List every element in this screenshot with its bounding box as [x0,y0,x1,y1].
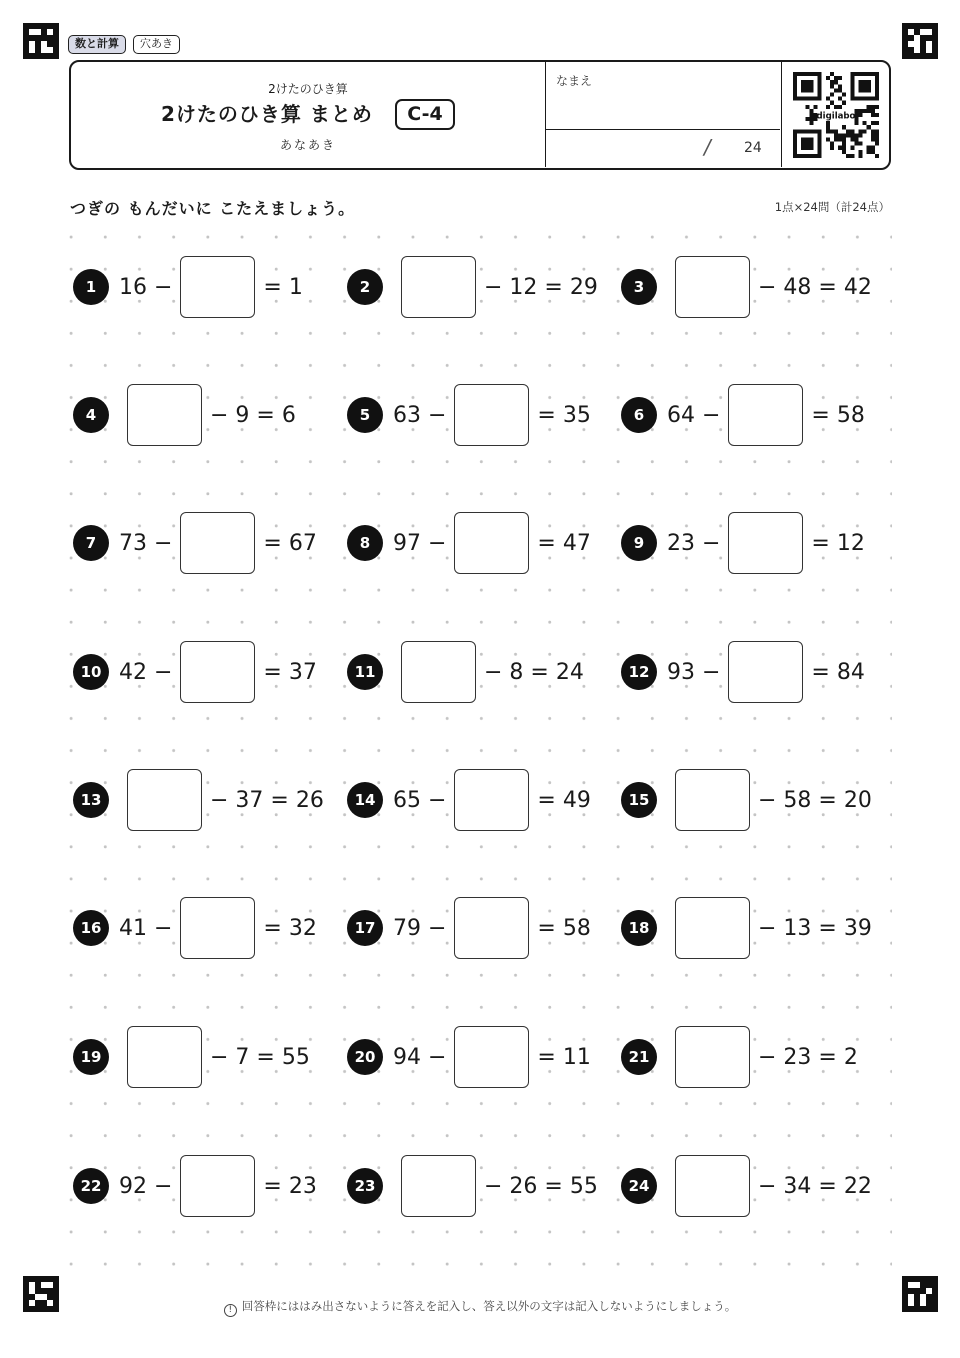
answer-box[interactable] [675,769,750,831]
problem-after-text: − 13 = 39 [758,915,872,941]
score-total: 24 [744,140,762,156]
answer-box[interactable] [127,769,202,831]
problem-item [621,640,865,704]
problem-item [73,1154,317,1218]
score-row [546,129,780,167]
problem-after-text: − 9 = 6 [210,402,296,428]
corner-marker-top-right [902,23,938,59]
problem-before-text: 41 − [119,915,173,941]
problem-item [621,768,872,832]
answer-box[interactable] [454,384,529,446]
problem-after-text: = 58 [537,915,591,941]
problem-after-text: − 12 = 29 [484,274,598,300]
problem-before-text: 93 − [667,659,721,685]
problem-item [73,768,324,832]
problem-before-text: 94 − [393,1044,447,1070]
answer-box[interactable] [180,641,255,703]
problem-after-text: − 7 = 55 [210,1044,310,1070]
answer-box[interactable] [401,1155,476,1217]
problem-item [621,896,872,960]
problem-item [347,383,591,447]
problem-number-badge: 2 [347,269,383,305]
problem-number-badge: 6 [621,397,657,433]
problem-after-text: = 23 [263,1173,317,1199]
answer-box[interactable] [728,512,803,574]
problem-after-text: = 47 [537,530,591,556]
footer-note [0,1298,960,1317]
problem-item [347,1154,598,1218]
answer-box[interactable] [127,1026,202,1088]
answer-box[interactable] [728,384,803,446]
problem-item [73,1025,310,1089]
problem-after-text: − 34 = 22 [758,1173,872,1199]
problem-after-text: = 58 [811,402,865,428]
answer-box[interactable] [180,1155,255,1217]
qr-code-icon [793,72,879,158]
problem-number-badge: 11 [347,654,383,690]
problem-item [73,640,317,704]
problem-after-text: = 32 [263,915,317,941]
problem-after-text: = 84 [811,659,865,685]
problem-item [347,896,591,960]
problem-number-badge: 10 [73,654,109,690]
answer-box[interactable] [675,1026,750,1088]
problem-number-badge: 5 [347,397,383,433]
problem-item [621,1025,858,1089]
problem-after-text: − 23 = 2 [758,1044,858,1070]
problem-number-badge: 24 [621,1168,657,1204]
info-icon: ! [224,1304,237,1317]
problem-item [347,768,591,832]
problem-item [73,511,317,575]
problem-before-text: 63 − [393,402,447,428]
problem-after-text: = 1 [263,274,303,300]
problem-number-badge: 13 [73,782,109,818]
problem-after-text: − 48 = 42 [758,274,872,300]
problem-after-text: = 37 [263,659,317,685]
name-score-area [545,62,782,167]
problem-before-text: 79 − [393,915,447,941]
instruction-text: つぎの もんだいに こたえましょう。 [70,199,356,218]
problem-before-text: 92 − [119,1173,173,1199]
problem-after-text: = 67 [263,530,317,556]
answer-box[interactable] [401,256,476,318]
problem-before-text: 73 − [119,530,173,556]
answer-box[interactable] [401,641,476,703]
problem-number-badge: 14 [347,782,383,818]
answer-box[interactable] [180,897,255,959]
problem-number-badge: 17 [347,910,383,946]
worksheet-subtitle: 2けたのひき算 [268,82,348,96]
name-label: なまえ [556,74,593,88]
answer-box[interactable] [454,897,529,959]
score-slash: / [704,135,711,159]
answer-box[interactable] [180,256,255,318]
problem-before-text: 65 − [393,787,447,813]
answer-box[interactable] [454,1026,529,1088]
problem-before-text: 97 − [393,530,447,556]
points-note: 1点×24問（計24点） [774,200,890,214]
problem-item [347,1025,591,1089]
page-right-margin [892,0,960,1358]
problem-item [621,1154,872,1218]
answer-box[interactable] [180,512,255,574]
answer-box[interactable] [675,256,750,318]
corner-marker-top-left [23,23,59,59]
page-left-margin [0,0,62,1358]
problem-after-text: − 37 = 26 [210,787,324,813]
problem-after-text: − 26 = 55 [484,1173,598,1199]
problem-number-badge: 7 [73,525,109,561]
worksheet-code-badge: C-4 [395,99,455,130]
problem-number-badge: 8 [347,525,383,561]
problem-after-text: = 49 [537,787,591,813]
problem-item [347,640,584,704]
problem-number-badge: 15 [621,782,657,818]
answer-box[interactable] [454,512,529,574]
answer-box[interactable] [127,384,202,446]
problem-item [621,511,865,575]
problem-after-text: − 8 = 24 [484,659,584,685]
problem-number-badge: 23 [347,1168,383,1204]
problem-item [73,383,296,447]
problem-number-badge: 18 [621,910,657,946]
qr-label: digilabo [816,111,856,122]
worksheet-title: 2けたのひき算 まとめ [161,102,373,126]
footer-note-text: 回答枠にははみ出さないように答えを記入し、答え以外の文字は記入しないようにしましょう。 [241,1299,737,1313]
problem-number-badge: 20 [347,1039,383,1075]
problem-number-badge: 22 [73,1168,109,1204]
problem-number-badge: 4 [73,397,109,433]
problem-before-text: 16 − [119,274,173,300]
title-area [71,62,545,167]
problem-before-text: 64 − [667,402,721,428]
worksheet-variant: あなあき [279,138,336,152]
problem-item [621,383,865,447]
worksheet-header [69,60,891,170]
problem-number-badge: 1 [73,269,109,305]
answer-box[interactable] [675,897,750,959]
problem-item [621,255,872,319]
problem-before-text: 42 − [119,659,173,685]
problem-before-text: 23 − [667,530,721,556]
category-tag: 数と計算 [68,35,126,54]
problem-number-badge: 21 [621,1039,657,1075]
answer-box[interactable] [454,769,529,831]
type-tag: 穴あき [133,35,180,54]
problem-item [73,255,303,319]
problem-after-text: = 12 [811,530,865,556]
problem-number-badge: 19 [73,1039,109,1075]
problem-number-badge: 16 [73,910,109,946]
problem-after-text: − 58 = 20 [758,787,872,813]
answer-box[interactable] [675,1155,750,1217]
problem-item [347,255,598,319]
problem-number-badge: 9 [621,525,657,561]
answer-box[interactable] [728,641,803,703]
problem-item [347,511,591,575]
problem-number-badge: 3 [621,269,657,305]
problem-number-badge: 12 [621,654,657,690]
problem-after-text: = 35 [537,402,591,428]
problem-item [73,896,317,960]
problem-after-text: = 11 [537,1044,591,1070]
